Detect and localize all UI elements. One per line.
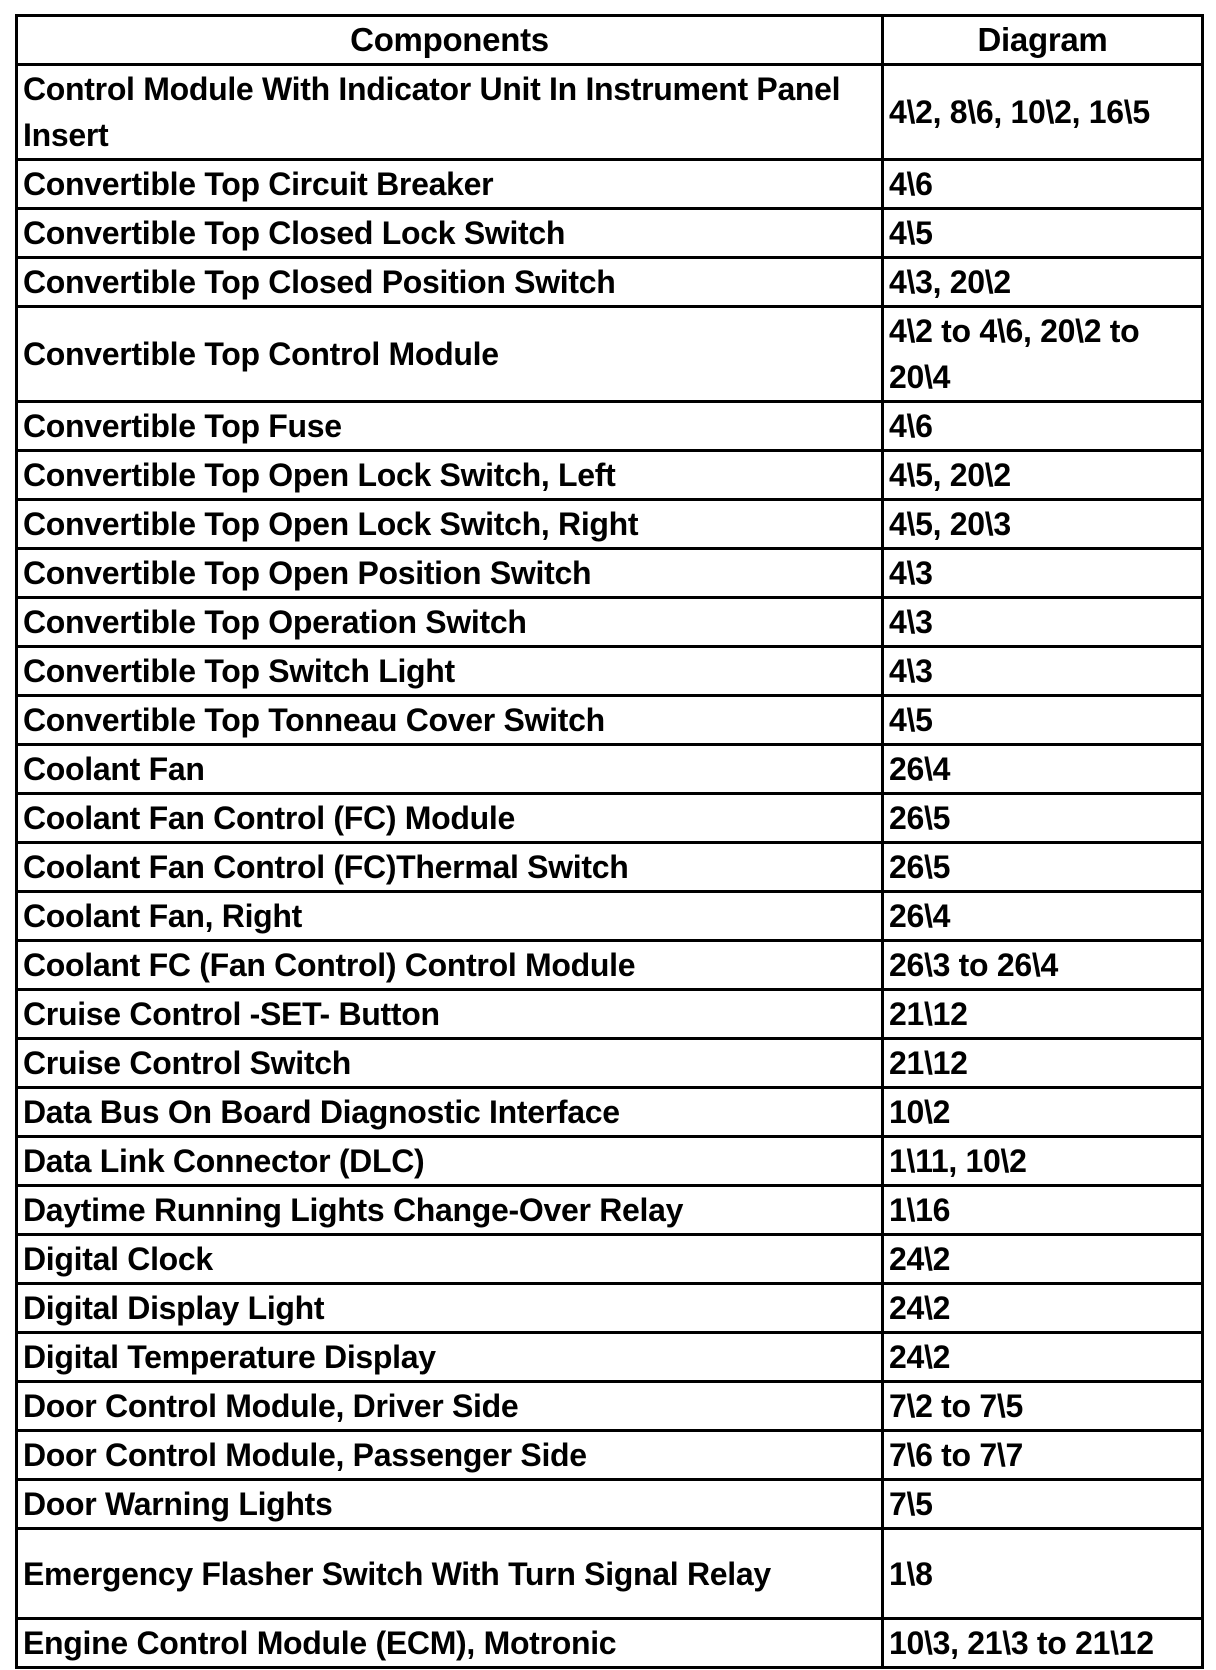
component-cell: Coolant Fan <box>17 745 883 794</box>
table-row <box>17 1480 1203 1529</box>
component-cell: Convertible Top Circuit Breaker <box>17 160 883 209</box>
component-cell: Convertible Top Open Lock Switch, Left <box>17 451 883 500</box>
component-cell: Cruise Control -SET- Button <box>17 990 883 1039</box>
table-row <box>17 65 1203 160</box>
diagram-cell: 10\2 <box>883 1088 1203 1137</box>
component-cell: Convertible Top Closed Position Switch <box>17 258 883 307</box>
component-cell: Door Control Module, Driver Side <box>17 1382 883 1431</box>
component-cell: Daytime Running Lights Change-Over Relay <box>17 1186 883 1235</box>
diagram-cell: 7\2 to 7\5 <box>883 1382 1203 1431</box>
table-row <box>17 1186 1203 1235</box>
component-cell: Control Module With Indicator Unit In Instrument Panel Insert <box>17 65 883 160</box>
diagram-cell: 26\4 <box>883 892 1203 941</box>
component-cell: Convertible Top Tonneau Cover Switch <box>17 696 883 745</box>
table-row <box>17 1382 1203 1431</box>
table-row <box>17 598 1203 647</box>
table-header-row <box>17 16 1203 65</box>
diagram-cell: 10\3, 21\3 to 21\12 <box>883 1619 1203 1668</box>
component-cell: Convertible Top Control Module <box>17 307 883 402</box>
diagram-cell: 4\6 <box>883 160 1203 209</box>
component-cell: Door Warning Lights <box>17 1480 883 1529</box>
diagram-cell: 7\5 <box>883 1480 1203 1529</box>
diagram-cell: 21\12 <box>883 990 1203 1039</box>
diagram-cell: 26\3 to 26\4 <box>883 941 1203 990</box>
table-row <box>17 647 1203 696</box>
diagram-cell: 26\4 <box>883 745 1203 794</box>
table-row <box>17 1284 1203 1333</box>
column-header-diagram: Diagram <box>883 16 1203 65</box>
table-row <box>17 1039 1203 1088</box>
diagram-cell: 1\8 <box>883 1529 1203 1619</box>
diagram-cell: 1\11, 10\2 <box>883 1137 1203 1186</box>
component-cell: Digital Display Light <box>17 1284 883 1333</box>
table-row <box>17 1137 1203 1186</box>
table-row <box>17 209 1203 258</box>
component-cell: Coolant Fan Control (FC)Thermal Switch <box>17 843 883 892</box>
component-cell: Convertible Top Open Lock Switch, Right <box>17 500 883 549</box>
table-row <box>17 990 1203 1039</box>
component-cell: Convertible Top Operation Switch <box>17 598 883 647</box>
diagram-cell: 4\2 to 4\6, 20\2 to 20\4 <box>883 307 1203 402</box>
diagram-cell: 4\6 <box>883 402 1203 451</box>
table-row <box>17 451 1203 500</box>
diagram-cell: 26\5 <box>883 794 1203 843</box>
column-header-components: Components <box>17 16 883 65</box>
table-row <box>17 402 1203 451</box>
diagram-cell: 7\6 to 7\7 <box>883 1431 1203 1480</box>
table-row <box>17 258 1203 307</box>
component-cell: Digital Clock <box>17 1235 883 1284</box>
component-cell: Convertible Top Closed Lock Switch <box>17 209 883 258</box>
diagram-cell: 4\2, 8\6, 10\2, 16\5 <box>883 65 1203 160</box>
table-row <box>17 892 1203 941</box>
diagram-cell: 4\3 <box>883 647 1203 696</box>
table-row <box>17 1529 1203 1619</box>
component-cell: Convertible Top Switch Light <box>17 647 883 696</box>
components-table <box>15 14 1204 1669</box>
diagram-cell: 21\12 <box>883 1039 1203 1088</box>
table-row <box>17 941 1203 990</box>
component-cell: Emergency Flasher Switch With Turn Signal Relay <box>17 1529 883 1619</box>
diagram-cell: 24\2 <box>883 1333 1203 1382</box>
diagram-cell: 24\2 <box>883 1284 1203 1333</box>
table-row <box>17 794 1203 843</box>
diagram-cell: 4\5, 20\2 <box>883 451 1203 500</box>
component-cell: Convertible Top Open Position Switch <box>17 549 883 598</box>
diagram-cell: 4\3 <box>883 549 1203 598</box>
component-cell: Coolant Fan, Right <box>17 892 883 941</box>
table-row <box>17 1431 1203 1480</box>
table-row <box>17 1333 1203 1382</box>
component-cell: Data Bus On Board Diagnostic Interface <box>17 1088 883 1137</box>
component-cell: Digital Temperature Display <box>17 1333 883 1382</box>
component-cell: Coolant Fan Control (FC) Module <box>17 794 883 843</box>
diagram-cell: 26\5 <box>883 843 1203 892</box>
table-row <box>17 843 1203 892</box>
table-body <box>17 65 1203 1668</box>
table-row <box>17 549 1203 598</box>
table-row <box>17 307 1203 402</box>
component-cell: Convertible Top Fuse <box>17 402 883 451</box>
table-row <box>17 1235 1203 1284</box>
table-row <box>17 500 1203 549</box>
diagram-cell: 4\3 <box>883 598 1203 647</box>
diagram-cell: 1\16 <box>883 1186 1203 1235</box>
diagram-cell: 4\3, 20\2 <box>883 258 1203 307</box>
component-cell: Engine Control Module (ECM), Motronic <box>17 1619 883 1668</box>
table-row <box>17 696 1203 745</box>
diagram-cell: 4\5 <box>883 696 1203 745</box>
diagram-cell: 4\5 <box>883 209 1203 258</box>
table-row <box>17 1619 1203 1668</box>
component-cell: Coolant FC (Fan Control) Control Module <box>17 941 883 990</box>
component-cell: Door Control Module, Passenger Side <box>17 1431 883 1480</box>
component-cell: Cruise Control Switch <box>17 1039 883 1088</box>
table-row <box>17 160 1203 209</box>
table-row <box>17 1088 1203 1137</box>
table-row <box>17 745 1203 794</box>
diagram-cell: 4\5, 20\3 <box>883 500 1203 549</box>
component-cell: Data Link Connector (DLC) <box>17 1137 883 1186</box>
diagram-cell: 24\2 <box>883 1235 1203 1284</box>
